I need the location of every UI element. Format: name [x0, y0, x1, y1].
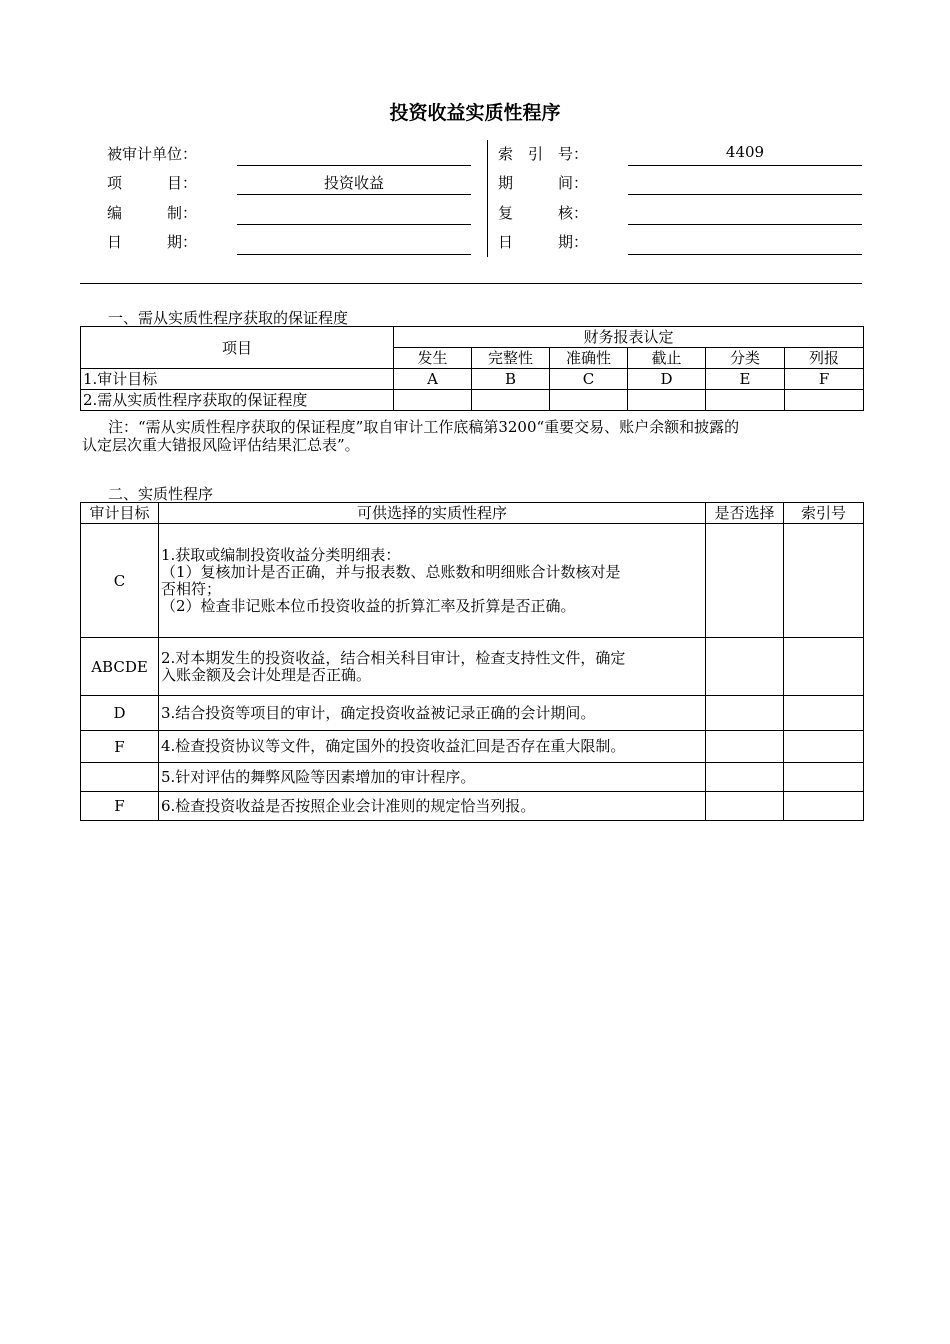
- procedure-cell: [159, 792, 706, 821]
- index-cell[interactable]: [784, 524, 864, 638]
- selected-cell[interactable]: [706, 638, 784, 696]
- target-cell: C: [81, 524, 159, 638]
- note-line-2: 认定层次重大错报风险评估结果汇总表”。: [82, 436, 360, 454]
- selected-cell[interactable]: [706, 524, 784, 638]
- label-audited-unit: 被审计单位：: [107, 145, 198, 163]
- target-cell: F: [81, 792, 159, 821]
- header-rule: [80, 283, 862, 284]
- index-cell[interactable]: [784, 792, 864, 821]
- underline: [237, 194, 471, 195]
- procedure-cell: [159, 731, 706, 763]
- section1-heading: 一、需从实质性程序获取的保证程度: [108, 309, 349, 327]
- assertion-cell: E: [706, 369, 785, 390]
- assurance-cell[interactable]: [394, 390, 472, 411]
- field-project[interactable]: 投资收益: [323, 174, 384, 192]
- procedure-line: 6.检查投资收益是否按照企业会计准则的规定恰当列报。: [161, 796, 536, 815]
- selected-cell[interactable]: [706, 792, 784, 821]
- procedure-cell: [159, 763, 706, 792]
- assertion-header: 完整性: [472, 348, 550, 369]
- selected-cell[interactable]: [706, 731, 784, 763]
- assertion-header: 准确性: [550, 348, 628, 369]
- procedure-line: 5.针对评估的舞弊风险等因素增加的审计程序。: [161, 767, 476, 786]
- assertion-header: 列报: [785, 348, 864, 369]
- col-item-header: 项目: [81, 327, 394, 369]
- header-divider: [487, 140, 488, 257]
- procedure-line: 4.检查投资协议等文件，确定国外的投资收益汇回是否存在重大限制。: [161, 737, 626, 755]
- underline: [237, 165, 471, 166]
- assurance-cell[interactable]: [550, 390, 628, 411]
- assertion-header: 分类: [706, 348, 785, 369]
- assertion-cell: F: [785, 369, 864, 390]
- assertion-cell: B: [472, 369, 550, 390]
- target-cell: [81, 763, 159, 792]
- underline: [628, 254, 862, 255]
- assurance-cell[interactable]: [706, 390, 785, 411]
- page-title: 投资收益实质性程序: [389, 102, 561, 124]
- assertion-cell: C: [550, 369, 628, 390]
- procedure-line: 入账金额及会计处理是否正确。: [161, 665, 372, 684]
- row-label: 2.需从实质性程序获取的保证程度: [81, 390, 394, 411]
- procedure-cell: [159, 696, 706, 731]
- procedure-line: 1.获取或编制投资收益分类明细表：: [161, 545, 401, 564]
- row-label: 1.审计目标: [81, 369, 394, 390]
- underline: [628, 165, 862, 166]
- assertion-header: 截止: [628, 348, 706, 369]
- procedure-line: （2）检查非记账本位币投资收益的折算汇率及折算是否正确。: [161, 596, 576, 615]
- assurance-table: [80, 326, 864, 411]
- assertion-header: 发生: [394, 348, 472, 369]
- target-cell: F: [81, 731, 159, 763]
- selected-cell[interactable]: [706, 763, 784, 792]
- procedure-line: （1）复核加计是否正确，并与报表数、总账数和明细账合计数核对是: [161, 562, 621, 581]
- col-header-target: 审计目标: [81, 503, 159, 524]
- index-cell[interactable]: [784, 731, 864, 763]
- table-row: [81, 763, 864, 792]
- underline: [628, 194, 862, 195]
- procedures-table: [80, 502, 864, 821]
- label-prepared-by: 编 制：: [107, 204, 198, 222]
- procedure-line: 否相符；: [161, 579, 222, 598]
- target-cell: ABCDE: [81, 638, 159, 696]
- label-project: 项 目：: [107, 174, 198, 192]
- selected-cell[interactable]: [706, 696, 784, 731]
- index-cell[interactable]: [784, 763, 864, 792]
- assertion-cell: A: [394, 369, 472, 390]
- index-cell[interactable]: [784, 638, 864, 696]
- procedure-cell: [159, 638, 706, 696]
- underline: [237, 224, 471, 225]
- table-row: [81, 638, 864, 696]
- section2-heading: 二、实质性程序: [108, 485, 214, 503]
- assertion-cell: D: [628, 369, 706, 390]
- table-row: [81, 731, 864, 763]
- table-row: [81, 369, 864, 390]
- table-row: [81, 792, 864, 821]
- table-row: [81, 524, 864, 638]
- target-cell: D: [81, 696, 159, 731]
- label-period: 期 间：: [498, 174, 589, 192]
- col-header-index: 索引号: [784, 503, 864, 524]
- assurance-cell[interactable]: [785, 390, 864, 411]
- assurance-cell[interactable]: [628, 390, 706, 411]
- label-index-no: 索 引 号：: [498, 145, 589, 163]
- underline: [237, 254, 471, 255]
- table-row: [81, 390, 864, 411]
- table-row: [81, 696, 864, 731]
- assurance-cell[interactable]: [472, 390, 550, 411]
- label-date-left: 日 期：: [107, 233, 198, 251]
- index-cell[interactable]: [784, 696, 864, 731]
- procedure-line: 3.结合投资等项目的审计，确定投资收益被记录正确的会计期间。: [161, 703, 596, 722]
- underline: [628, 224, 862, 225]
- note-line-1: 注：“需从实质性程序获取的保证程度”取自审计工作底稿第3200“重要交易、账户余额和披露的: [108, 418, 740, 436]
- label-date-right: 日 期：: [498, 233, 589, 251]
- label-reviewed-by: 复 核：: [498, 204, 589, 222]
- assertions-group-header: 财务报表认定: [394, 327, 864, 348]
- col-header-selected: 是否选择: [706, 503, 784, 524]
- col-header-procedure: 可供选择的实质性程序: [159, 503, 706, 524]
- procedure-line: 2.对本期发生的投资收益，结合相关科目审计，检查支持性文件，确定: [161, 648, 626, 667]
- field-index-no[interactable]: 4409: [725, 143, 765, 161]
- procedure-cell: [159, 524, 706, 638]
